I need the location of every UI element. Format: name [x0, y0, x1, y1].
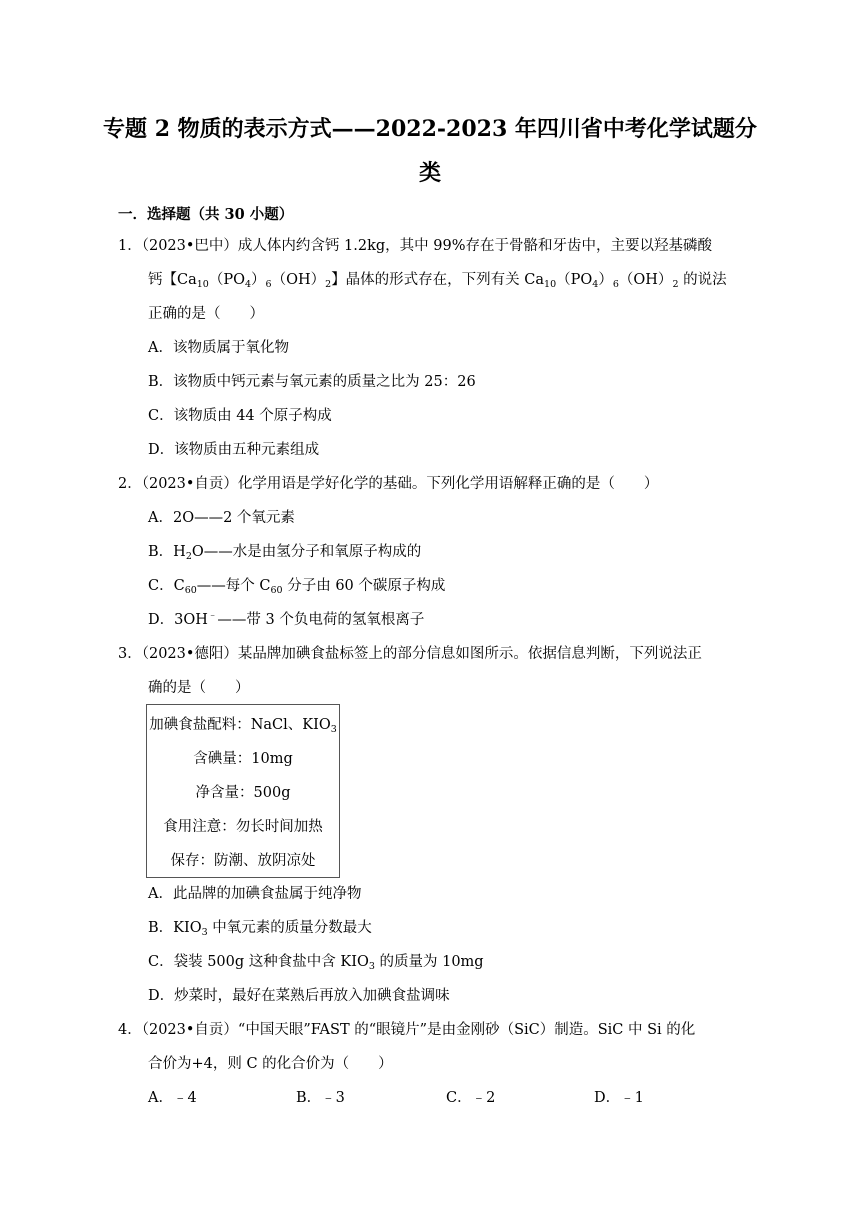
q4-option-a: A．﹣4: [148, 1090, 197, 1106]
q3-option-a: A．此品牌的加碘食盐属于纯净物: [148, 886, 362, 902]
q1-option-d: D．该物质由五种元素组成: [148, 442, 320, 458]
q3-option-c: C．袋装 500g 这种食盐中含 $KIO_3$ 的质量为 10mg: [148, 954, 484, 972]
q2-option-b: B．$H_2O——$水是由氢分子和氧原子构成的: [148, 544, 422, 562]
q4-stem-line1: 4．（2023•自贡）“中国天眼”FAST 的“眼镜片”是由金刚砂（SiC）制造。SiC 中 Si 的化: [118, 1022, 696, 1038]
q1-stem-line3: 正确的是（ ）: [148, 306, 264, 322]
salt-label-usage-note: 食用注意：勿长时间加热: [163, 819, 323, 835]
q3-stem-line1: 3．（2023•德阳）某品牌加碘食盐标签上的部分信息如图所示。依据信息判断，下列说法正: [118, 646, 702, 662]
salt-label-box: [146, 704, 340, 878]
q1-option-b: B．该物质中钙元素与氧元素的质量之比为 25：26: [148, 374, 476, 390]
q4-option-d: D．﹣1: [594, 1090, 644, 1106]
salt-label-iodine-content: 含碘量：10mg: [193, 751, 293, 767]
document-title-line1: 专题 2 物质的表示方式——2022-2023 年四川省中考化学试题分: [103, 116, 757, 142]
q4-option-c: C．﹣2: [446, 1090, 496, 1106]
q2-option-a: A．2O——2 个氧元素: [148, 510, 295, 526]
q1-option-c: C．该物质由 44 个原子构成: [148, 408, 332, 424]
q3-option-d: D．炒菜时，最好在菜熟后再放入加碘食盐调味: [148, 988, 450, 1004]
q4-stem-line2: 合价为+4，则 C 的化合价为（ ）: [148, 1056, 393, 1072]
salt-label-ingredients: 加碘食盐配料：NaCl、$KIO_3$: [149, 717, 337, 735]
document-title-line2: 类: [418, 160, 441, 186]
q1-stem-line1: 1．（2023•巴中）成人体内约含钙 1.2kg，其中 99%存在于骨骼和牙齿中，主要以羟基磷酸: [118, 238, 713, 254]
q1-stem-line2: 钙【$Ca_{10}(PO_4)_6(OH)_2$】晶体的形式存在，下列有关 $Ca_{10}(PO_4)_6(OH)_2$ 的说法: [148, 272, 727, 290]
q3-option-b: B．$KIO_3$ 中氧元素的质量分数最大: [148, 920, 372, 938]
q2-option-c: C．$C_{60}——$每个 $C_{60}$ 分子由 60 个碳原子构成: [148, 578, 446, 596]
q1-option-a: A．该物质属于氧化物: [148, 340, 289, 356]
q3-stem-line2: 确的是（ ）: [148, 680, 250, 696]
salt-label-storage: 保存：防潮、放阴凉处: [170, 853, 316, 869]
section-heading: 一．选择题（共 30 小题）: [118, 206, 294, 223]
q2-stem: 2．（2023•自贡）化学用语是学好化学的基础。下列化学用语解释正确的是（ ）: [118, 476, 659, 492]
q4-option-b: B．﹣3: [296, 1090, 345, 1106]
salt-label-net-weight: 净含量：500g: [195, 785, 291, 801]
q2-option-d: D．3OH﹣——带 3 个负电荷的氢氧根离子: [148, 610, 425, 628]
